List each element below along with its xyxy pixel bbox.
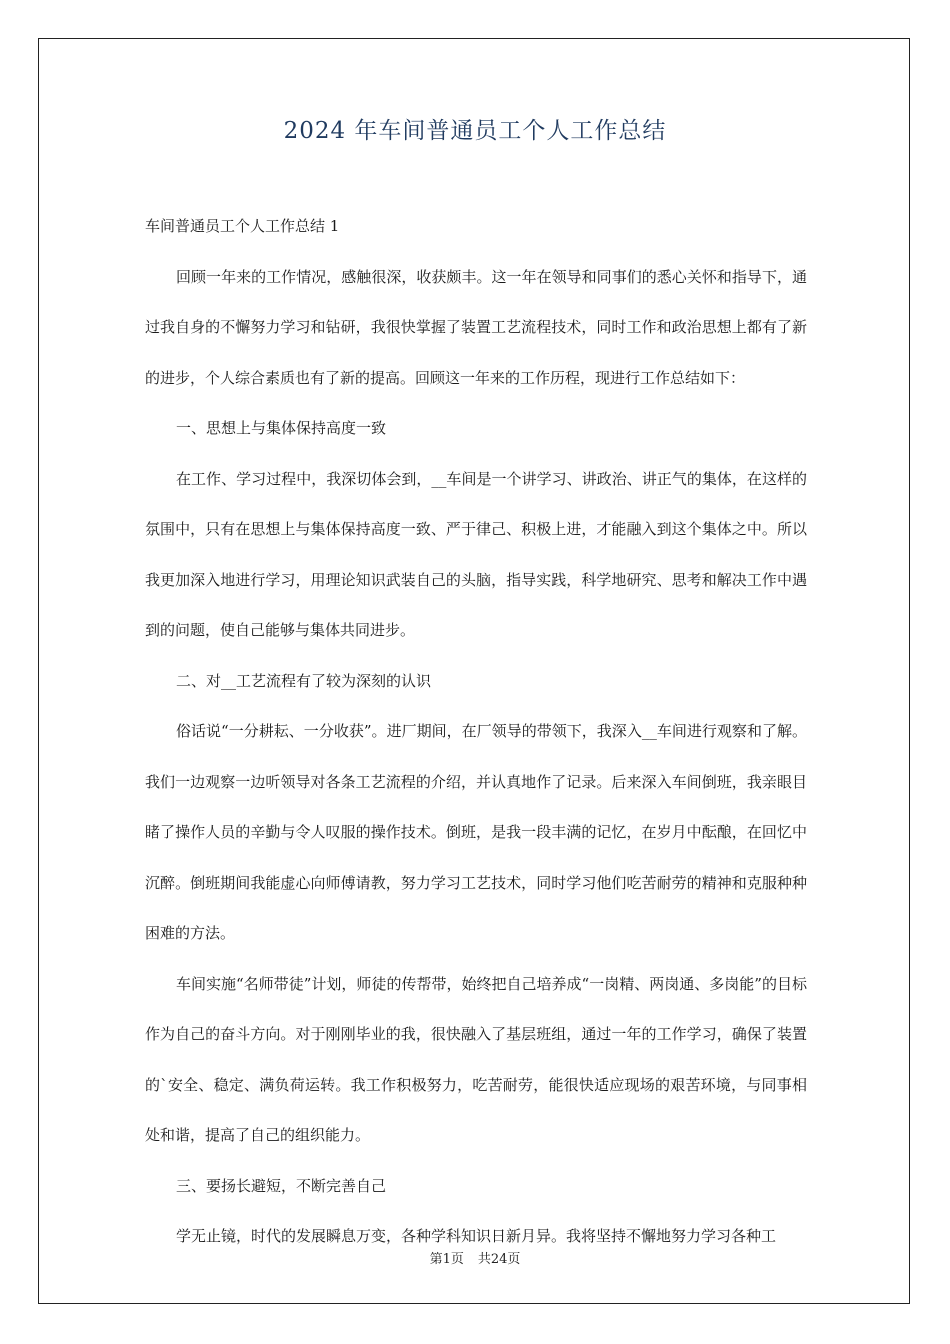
section-heading: 车间普通员工个人工作总结 1: [145, 217, 340, 235]
paragraph: 在工作、学习过程中，我深切体会到，__车间是一个讲学习、讲政治、讲正气的集体，在这样的氛围中，只有在思想上与集体保持高度一致、严于律己、积极上进，才能融入到这个集体之中。所以我更加深入地进行学习，用理论知识武装自己的头脑，指导实践，科学地研究、思考和解决工作中遇到的问题，使自己能够与集体共同进步。: [145, 469, 807, 639]
document-title: 2024 年车间普通员工个人工作总结: [283, 118, 667, 144]
page-total: 共24页: [477, 1252, 521, 1267]
subsection-heading: 三、要扬长避短，不断完善自己: [176, 1176, 387, 1195]
paragraph: 俗话说“一分耕耘、一分收获”。进厂期间，在厂领导的带领下，我深入__车间进行观察和了解。我们一边观察一边听领导对各条工艺流程的介绍，并认真地作了记录。后来深入车间倒班，我亲眼目睹了操作人员的辛勤与令人叹服的操作技术。倒班，是我一段丰满的记忆，在岁月中酝酿，在回忆中沉醉。倒班期间我能虚心向师傅请教，努力学习工艺技术，同时学习他们吃苦耐劳的精神和克服种种困难的方法。: [145, 722, 807, 942]
subsection-heading: 一、思想上与集体保持高度一致: [176, 419, 387, 437]
paragraph: 回顾一年来的工作情况，感触很深，收获颇丰。这一年在领导和同事们的悉心关怀和指导下，通过我自身的不懈努力学习和钻研，我很快掌握了装置工艺流程技术，同时工作和政治思想上都有了新的进步，个人综合素质也有了新的提高。回顾这一年来的工作历程，现进行工作总结如下：: [145, 267, 807, 387]
subsection-heading: 二、对__工艺流程有了较为深刻的认识: [176, 671, 432, 690]
page-footer: [0, 1248, 950, 1267]
paragraph: 学无止镜，时代的发展瞬息万变，各种学科知识日新月异。我将坚持不懈地努力学习各种工: [176, 1227, 777, 1245]
paragraph: 车间实施“名师带徒”计划，师徒的传帮带，始终把自己培养成“一岗精、两岗通、多岗能”的目标作为自己的奋斗方向。对于刚刚毕业的我，很快融入了基层班组，通过一年的工作学习，确保了装置的`安全、稳定、满负荷运转。我工作积极努力，吃苦耐劳，能很快适应现场的艰苦环境，与同事相处和谐，提高了自己的组织能力。: [145, 974, 807, 1144]
page-number: 第1页: [429, 1252, 464, 1267]
document-body: [145, 201, 807, 1262]
